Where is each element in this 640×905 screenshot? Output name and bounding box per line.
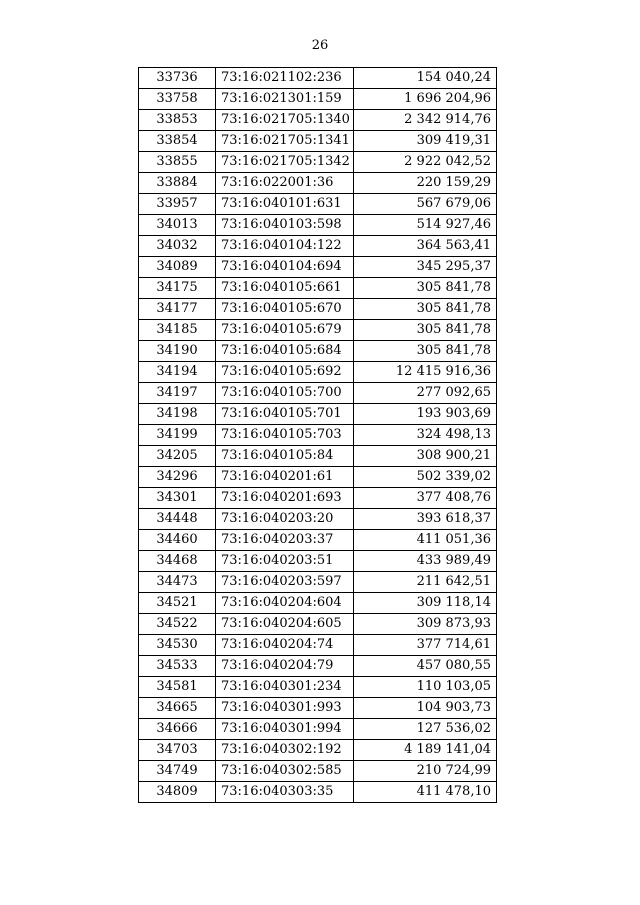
table-row <box>139 362 497 383</box>
row-number-cell: 34749 <box>139 761 216 782</box>
cadastral-number-cell: 73:16:040104:122 <box>216 236 354 257</box>
table-row <box>139 236 497 257</box>
table-row <box>139 131 497 152</box>
cadastral-value-cell: 514 927,46 <box>354 215 497 236</box>
table-row <box>139 425 497 446</box>
cadastral-number-cell: 73:16:021301:159 <box>216 89 354 110</box>
cadastral-number-cell: 73:16:040203:597 <box>216 572 354 593</box>
row-number-cell: 33853 <box>139 110 216 131</box>
table-row <box>139 551 497 572</box>
row-number-cell: 34460 <box>139 530 216 551</box>
row-number-cell: 34521 <box>139 593 216 614</box>
cadastral-value-cell: 411 051,36 <box>354 530 497 551</box>
cadastral-number-cell: 73:16:040204:604 <box>216 593 354 614</box>
table-row <box>139 698 497 719</box>
cadastral-number-cell: 73:16:040105:703 <box>216 425 354 446</box>
cadastral-value-cell: 12 415 916,36 <box>354 362 497 383</box>
cadastral-value-cell: 411 478,10 <box>354 782 497 803</box>
table-row <box>139 677 497 698</box>
row-number-cell: 33854 <box>139 131 216 152</box>
cadastral-value-cell: 364 563,41 <box>354 236 497 257</box>
cadastral-value-cell: 309 419,31 <box>354 131 497 152</box>
cadastral-number-cell: 73:16:040301:234 <box>216 677 354 698</box>
table-row <box>139 194 497 215</box>
cadastral-value-cell: 309 873,93 <box>354 614 497 635</box>
row-number-cell: 34199 <box>139 425 216 446</box>
table-row <box>139 215 497 236</box>
row-number-cell: 34581 <box>139 677 216 698</box>
cadastral-number-cell: 73:16:021705:1342 <box>216 152 354 173</box>
cadastral-number-cell: 73:16:040105:670 <box>216 299 354 320</box>
cadastral-number-cell: 73:16:040105:679 <box>216 320 354 341</box>
row-number-cell: 34185 <box>139 320 216 341</box>
row-number-cell: 33758 <box>139 89 216 110</box>
table-row <box>139 404 497 425</box>
table-row <box>139 488 497 509</box>
cadastral-value-cell: 305 841,78 <box>354 341 497 362</box>
cadastral-value-cell: 305 841,78 <box>354 278 497 299</box>
table-row <box>139 635 497 656</box>
table-row <box>139 761 497 782</box>
cadastral-value-cell: 308 900,21 <box>354 446 497 467</box>
table-row <box>139 383 497 404</box>
cadastral-value-cell: 433 989,49 <box>354 551 497 572</box>
table-row <box>139 341 497 362</box>
cadastral-value-cell: 567 679,06 <box>354 194 497 215</box>
table-row <box>139 509 497 530</box>
cadastral-value-cell: 305 841,78 <box>354 299 497 320</box>
row-number-cell: 34530 <box>139 635 216 656</box>
table-row <box>139 89 497 110</box>
cadastral-number-cell: 73:16:040105:684 <box>216 341 354 362</box>
cadastral-value-cell: 502 339,02 <box>354 467 497 488</box>
cadastral-number-cell: 73:16:040201:61 <box>216 467 354 488</box>
row-number-cell: 34703 <box>139 740 216 761</box>
row-number-cell: 33736 <box>139 68 216 89</box>
table-row <box>139 278 497 299</box>
cadastral-number-cell: 73:16:040203:51 <box>216 551 354 572</box>
cadastral-value-cell: 104 903,73 <box>354 698 497 719</box>
row-number-cell: 34198 <box>139 404 216 425</box>
cadastral-value-cell: 127 536,02 <box>354 719 497 740</box>
row-number-cell: 34665 <box>139 698 216 719</box>
row-number-cell: 34473 <box>139 572 216 593</box>
row-number-cell: 34205 <box>139 446 216 467</box>
cadastral-number-cell: 73:16:040301:994 <box>216 719 354 740</box>
row-number-cell: 34190 <box>139 341 216 362</box>
table-row <box>139 656 497 677</box>
table-row <box>139 593 497 614</box>
row-number-cell: 34013 <box>139 215 216 236</box>
cadastral-value-cell: 220 159,29 <box>354 173 497 194</box>
cadastral-value-cell: 393 618,37 <box>354 509 497 530</box>
table-row <box>139 173 497 194</box>
table-row <box>139 110 497 131</box>
cadastral-number-cell: 73:16:040204:74 <box>216 635 354 656</box>
cadastral-value-cell: 277 092,65 <box>354 383 497 404</box>
row-number-cell: 33884 <box>139 173 216 194</box>
table-row <box>139 740 497 761</box>
cadastral-value-cell: 2 342 914,76 <box>354 110 497 131</box>
row-number-cell: 34448 <box>139 509 216 530</box>
cadastral-number-cell: 73:16:040204:605 <box>216 614 354 635</box>
cadastral-number-cell: 73:16:040104:694 <box>216 257 354 278</box>
cadastral-value-cell: 154 040,24 <box>354 68 497 89</box>
cadastral-number-cell: 73:16:040103:598 <box>216 215 354 236</box>
cadastral-value-cell: 377 714,61 <box>354 635 497 656</box>
row-number-cell: 34175 <box>139 278 216 299</box>
row-number-cell: 34809 <box>139 782 216 803</box>
row-number-cell: 34177 <box>139 299 216 320</box>
table-row <box>139 257 497 278</box>
cadastral-number-cell: 73:16:040303:35 <box>216 782 354 803</box>
cadastral-value-table <box>138 67 497 803</box>
cadastral-value-cell: 345 295,37 <box>354 257 497 278</box>
row-number-cell: 33855 <box>139 152 216 173</box>
table-row <box>139 467 497 488</box>
cadastral-number-cell: 73:16:022001:36 <box>216 173 354 194</box>
table-row <box>139 530 497 551</box>
table-row <box>139 299 497 320</box>
cadastral-number-cell: 73:16:040203:20 <box>216 509 354 530</box>
cadastral-value-cell: 193 903,69 <box>354 404 497 425</box>
cadastral-number-cell: 73:16:040203:37 <box>216 530 354 551</box>
row-number-cell: 33957 <box>139 194 216 215</box>
table-body <box>139 68 497 803</box>
cadastral-number-cell: 73:16:040105:84 <box>216 446 354 467</box>
cadastral-number-cell: 73:16:040101:631 <box>216 194 354 215</box>
cadastral-value-cell: 210 724,99 <box>354 761 497 782</box>
table-row <box>139 68 497 89</box>
table-row <box>139 320 497 341</box>
table-row <box>139 572 497 593</box>
row-number-cell: 34522 <box>139 614 216 635</box>
cadastral-number-cell: 73:16:040105:692 <box>216 362 354 383</box>
cadastral-number-cell: 73:16:040105:700 <box>216 383 354 404</box>
row-number-cell: 34666 <box>139 719 216 740</box>
cadastral-number-cell: 73:16:040204:79 <box>216 656 354 677</box>
cadastral-value-cell: 2 922 042,52 <box>354 152 497 173</box>
row-number-cell: 34301 <box>139 488 216 509</box>
page-number: 26 <box>311 38 329 53</box>
cadastral-number-cell: 73:16:040302:585 <box>216 761 354 782</box>
cadastral-number-cell: 73:16:021705:1341 <box>216 131 354 152</box>
cadastral-number-cell: 73:16:021705:1340 <box>216 110 354 131</box>
cadastral-number-cell: 73:16:040201:693 <box>216 488 354 509</box>
cadastral-number-cell: 73:16:040105:661 <box>216 278 354 299</box>
cadastral-number-cell: 73:16:040105:701 <box>216 404 354 425</box>
cadastral-value-cell: 110 103,05 <box>354 677 497 698</box>
cadastral-value-cell: 211 642,51 <box>354 572 497 593</box>
row-number-cell: 34533 <box>139 656 216 677</box>
row-number-cell: 34468 <box>139 551 216 572</box>
table-row <box>139 152 497 173</box>
cadastral-value-cell: 1 696 204,96 <box>354 89 497 110</box>
cadastral-number-cell: 73:16:040302:192 <box>216 740 354 761</box>
row-number-cell: 34194 <box>139 362 216 383</box>
table-row <box>139 782 497 803</box>
table-row <box>139 719 497 740</box>
row-number-cell: 34296 <box>139 467 216 488</box>
cadastral-value-cell: 324 498,13 <box>354 425 497 446</box>
row-number-cell: 34089 <box>139 257 216 278</box>
cadastral-value-cell: 377 408,76 <box>354 488 497 509</box>
table-row <box>139 614 497 635</box>
row-number-cell: 34032 <box>139 236 216 257</box>
row-number-cell: 34197 <box>139 383 216 404</box>
cadastral-value-cell: 305 841,78 <box>354 320 497 341</box>
cadastral-number-cell: 73:16:021102:236 <box>216 68 354 89</box>
table-row <box>139 446 497 467</box>
cadastral-value-cell: 309 118,14 <box>354 593 497 614</box>
cadastral-value-cell: 4 189 141,04 <box>354 740 497 761</box>
cadastral-number-cell: 73:16:040301:993 <box>216 698 354 719</box>
cadastral-value-cell: 457 080,55 <box>354 656 497 677</box>
